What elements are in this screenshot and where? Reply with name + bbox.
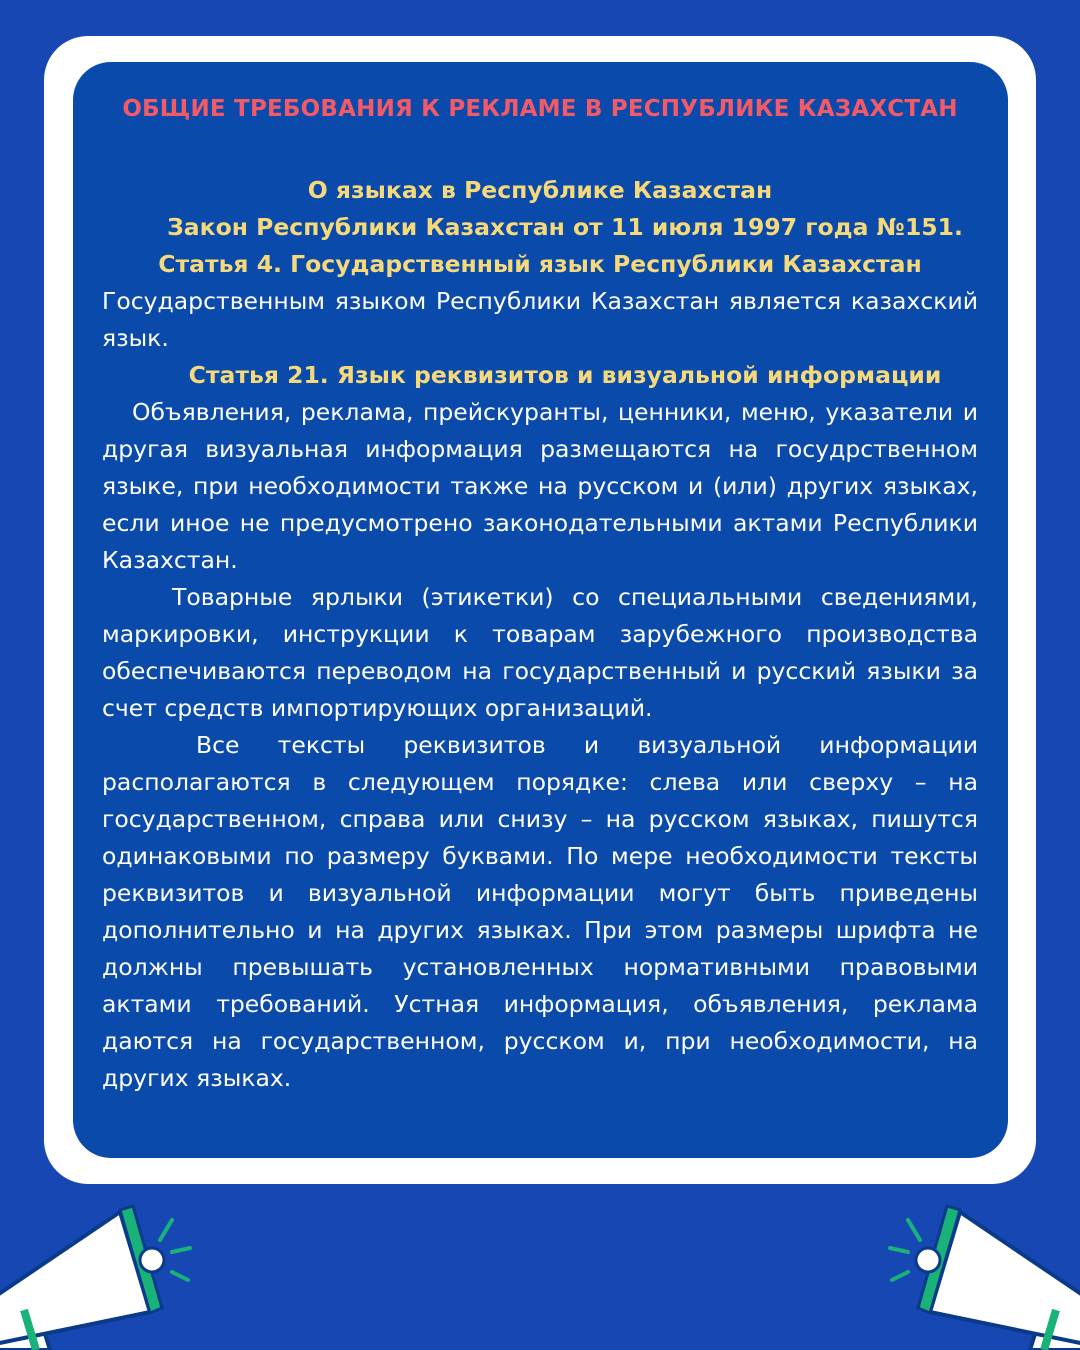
article4-text: Государственным языком Республики Казахстан является казахский язык. xyxy=(102,287,978,352)
article21-paragraph: Товарные ярлыки (этикетки) со специальными сведениями, маркировки, инструкции к товарам зарубежного производства обеспечиваются переводом на государственный и русский языки за счет средств импортирующих организаций. xyxy=(102,583,978,722)
article21-paragraph: Объявления, реклама, прейскуранты, ценники, меню, указатели и другая визуальная информация размещаются на госудрственном языке, при необходимости также на русском и (или) других языках, если иное не предусмотрено законодательными актами Республики Казахстан. xyxy=(102,398,978,574)
law-name-heading: О языках в Республике Казахстан xyxy=(307,176,773,204)
megaphone-icon xyxy=(0,1200,200,1350)
page-title: ОБЩИЕ ТРЕБОВАНИЯ К РЕКЛАМЕ В РЕСПУБЛИКЕ КАЗАХСТАН xyxy=(122,96,958,122)
article21-heading: Статья 21. Язык реквизитов и визуальной информации xyxy=(188,361,942,389)
megaphone-icon xyxy=(880,1200,1080,1350)
megaphone-cap xyxy=(140,1248,164,1272)
article21-paragraph: Все тексты реквизитов и визуальной информации располагаются в следующем порядке: слева или сверху – на государственном, справа или снизу – на русском языках, пишутся одинаковыми по размеру буквами. По мере необходимости тексты реквизитов и визуальной информации могут быть приведены дополнительно и на других языках. При этом размеры шрифта не должны превышать установленных нормативными правовыми актами требований. Устная информация, объявления, реклама даются на государственном, русском и, при необходимости, на других языках. xyxy=(102,731,978,1092)
law-reference-heading: Закон Республики Казахстан от 11 июля 1997 года №151. xyxy=(167,213,963,241)
article4-heading: Статья 4. Государственный язык Республики Казахстан xyxy=(158,250,922,278)
megaphone-cap xyxy=(916,1248,940,1272)
document-body xyxy=(102,92,978,1097)
